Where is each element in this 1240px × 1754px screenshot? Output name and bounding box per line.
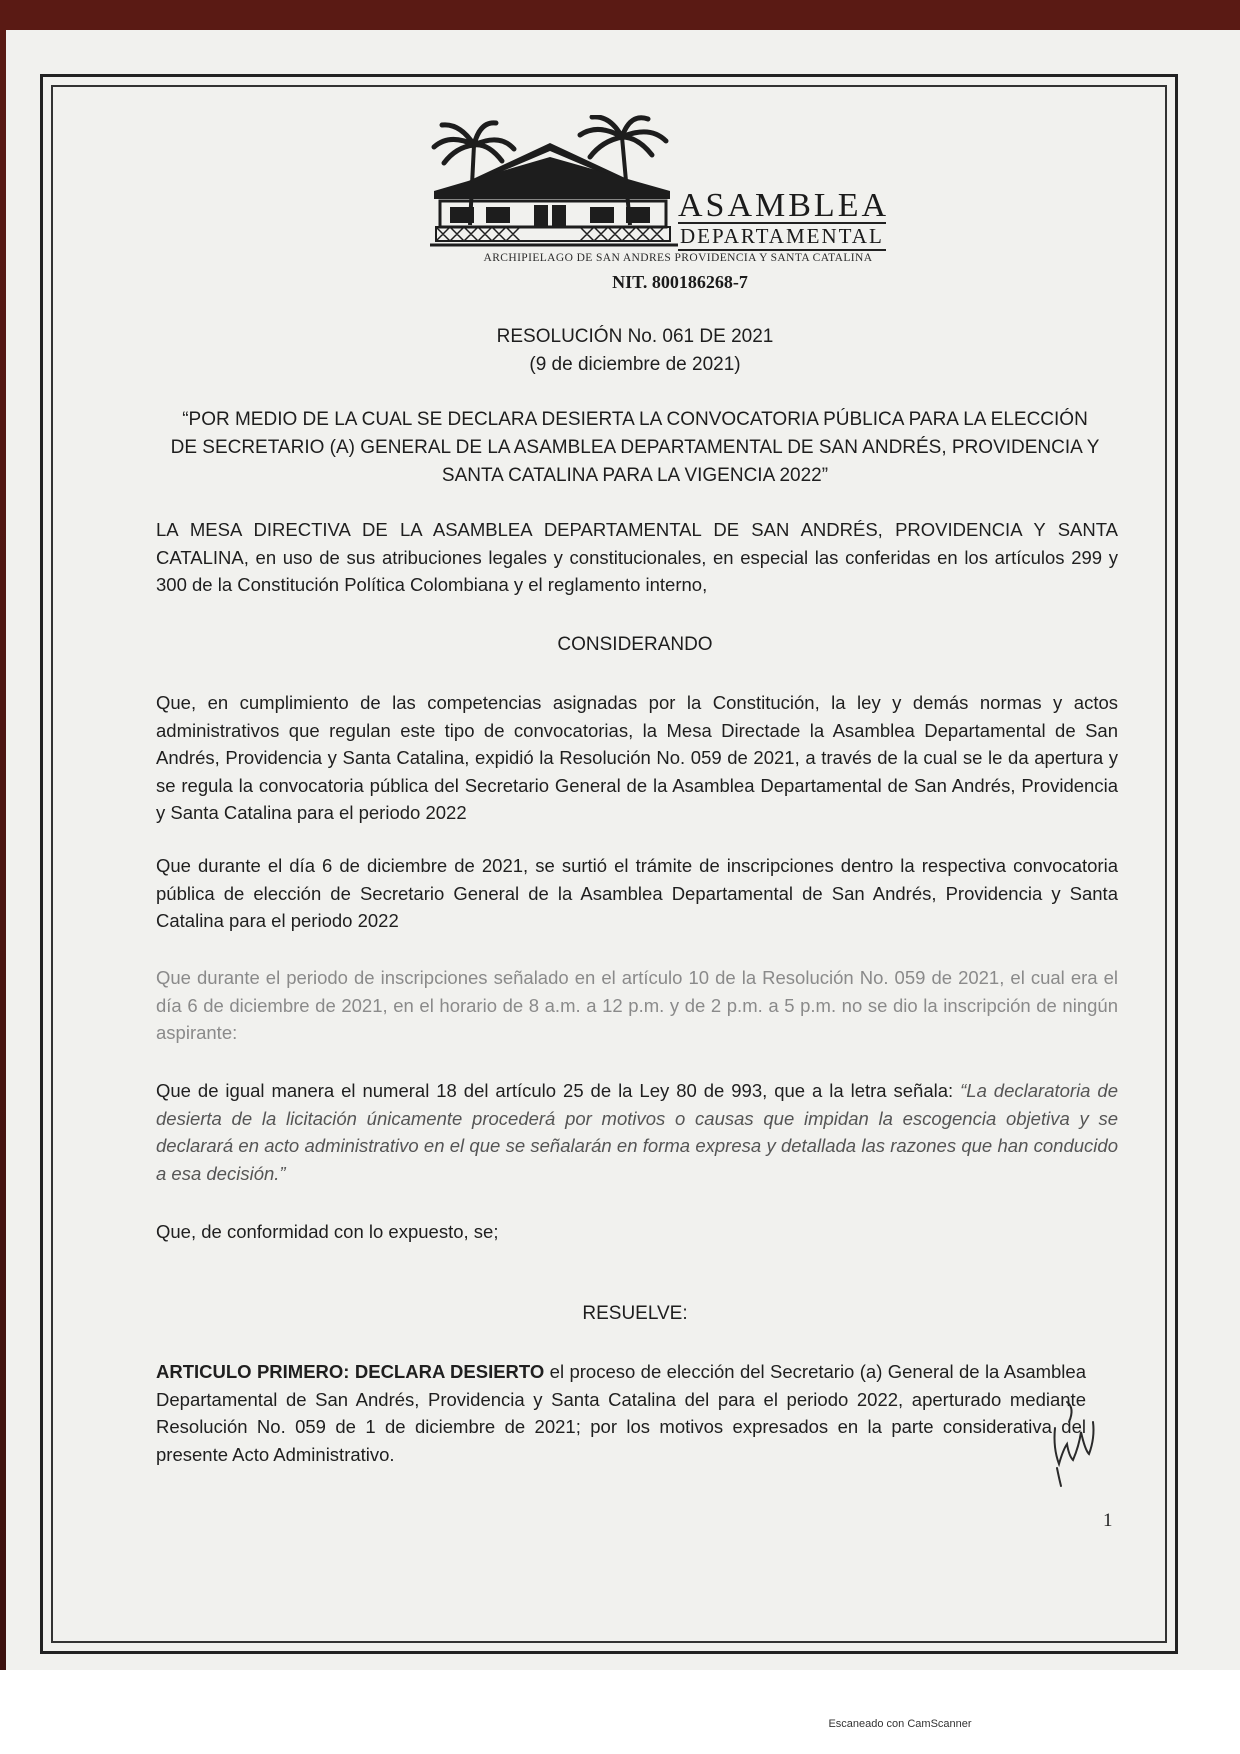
considerando-paragraph-5: Que, de conformidad con lo expuesto, se;: [156, 1221, 499, 1242]
article-label: ARTICULO PRIMERO: DECLARA DESIERTO: [156, 1361, 545, 1382]
considerando-paragraph-4: [156, 1077, 1118, 1187]
law-quote: “La declaratoria de desierta de la licitación únicamente procederá por motivos o causas que impidan la escogencia objetiva y se declarará en acto administrativo en el que se señalarán en forma expresa y detallada las razones que han conducido a esa decisión.”: [156, 1080, 1118, 1184]
considerando-paragraph-1: Que, en cumplimiento de las competencias asignadas por la Constitución, la ley y demás normas y actos administrativos que regulan este tipo de convocatorias, la Mesa Directade la Asamblea Departamental de San Andrés, Providencia y Santa Catalina, expidió la Resolución No. 059 de 2021, a través de la cual se le da apertura y se regula la convocatoria pública del Secretario General de la Asamblea Departamental de San Andrés, Providencia y Santa Catalina para el periodo 2022: [156, 692, 1118, 823]
scanner-watermark: Escaneado con CamScanner: [828, 1718, 972, 1730]
logo-caption: ARCHIPIELAGO DE SAN ANDRES PROVIDENCIA Y SANTA CATALINA: [483, 252, 873, 264]
house-palms-icon: [430, 115, 680, 255]
law-reference: Que de igual manera el numeral 18 del artículo 25 de la Ley 80 de 993, que a la letra señala:: [156, 1080, 961, 1101]
nit-number: NIT. 800186268-7: [612, 272, 748, 292]
resolution-title: “POR MEDIO DE LA CUAL SE DECLARA DESIERTA LA CONVOCATORIA PÚBLICA PARA LA ELECCIÓN DE SECRETARIO (A) GENERAL DE LA ASAMBLEA DEPARTAMENTAL DE SAN ANDRÉS, PROVIDENCIA Y SANTA CATALINA PARA LA VIGENCIA 2022”: [170, 409, 1100, 486]
resolution-date: (9 de diciembre de 2021): [529, 354, 741, 375]
page-number: 1: [1103, 1510, 1113, 1531]
logo-subtitle: DEPARTAMENTAL: [678, 222, 886, 251]
preamble-paragraph: [156, 516, 1118, 599]
considerando-paragraph-3: Que durante el periodo de inscripciones señalado en el artículo 10 de la Resolución No. 059 de 2021, el cual era el día 6 de diciembre de 2021, en el horario de 8 a.m. a 12 p.m. y de 2 p.m. a 5 p.m. no se dio la inscripción de ningún aspirante:: [156, 967, 1118, 1043]
preamble-lead: LA MESA DIRECTIVA DE LA ASAMBLEA DEPARTAMENTAL DE SAN ANDRÉS, PROVIDENCIA Y SANTA CATALINA: [156, 519, 1118, 568]
article-text: el proceso de elección del Secretario (a) General de la Asamblea Departamental de San Andrés, Providencia y Santa Catalina del para el periodo 2022, aperturado mediante Resolución No. 059 de 1 de diciembre de 2021; por los motivos expresados en la parte considerativa del presente Acto Administrativo.: [156, 1361, 1086, 1465]
considerando-paragraph-2: Que durante el día 6 de diciembre de 2021, se surtió el trámite de inscripciones dentro la respectiva convocatoria pública de elección de Secretario General de la Asamblea Departamental de San Andrés, Providencia y Santa Catalina para el periodo 2022: [156, 855, 1118, 931]
logo-title: ASAMBLEA: [678, 187, 890, 224]
preamble-rest: , en uso de sus atribuciones legales y constitucionales, en especial las conferidas en los artículos 299 y 300 de la Constitución Política Colombiana y el reglamento interno,: [156, 546, 1118, 595]
handwritten-initials: [1045, 1398, 1105, 1488]
resuelve-heading: RESUELVE:: [582, 1303, 688, 1324]
considerando-heading: CONSIDERANDO: [557, 634, 713, 655]
assembly-logo: [430, 115, 920, 265]
resolution-number: RESOLUCIÓN No. 061 DE 2021: [496, 326, 774, 347]
article-primero: [156, 1358, 1086, 1468]
